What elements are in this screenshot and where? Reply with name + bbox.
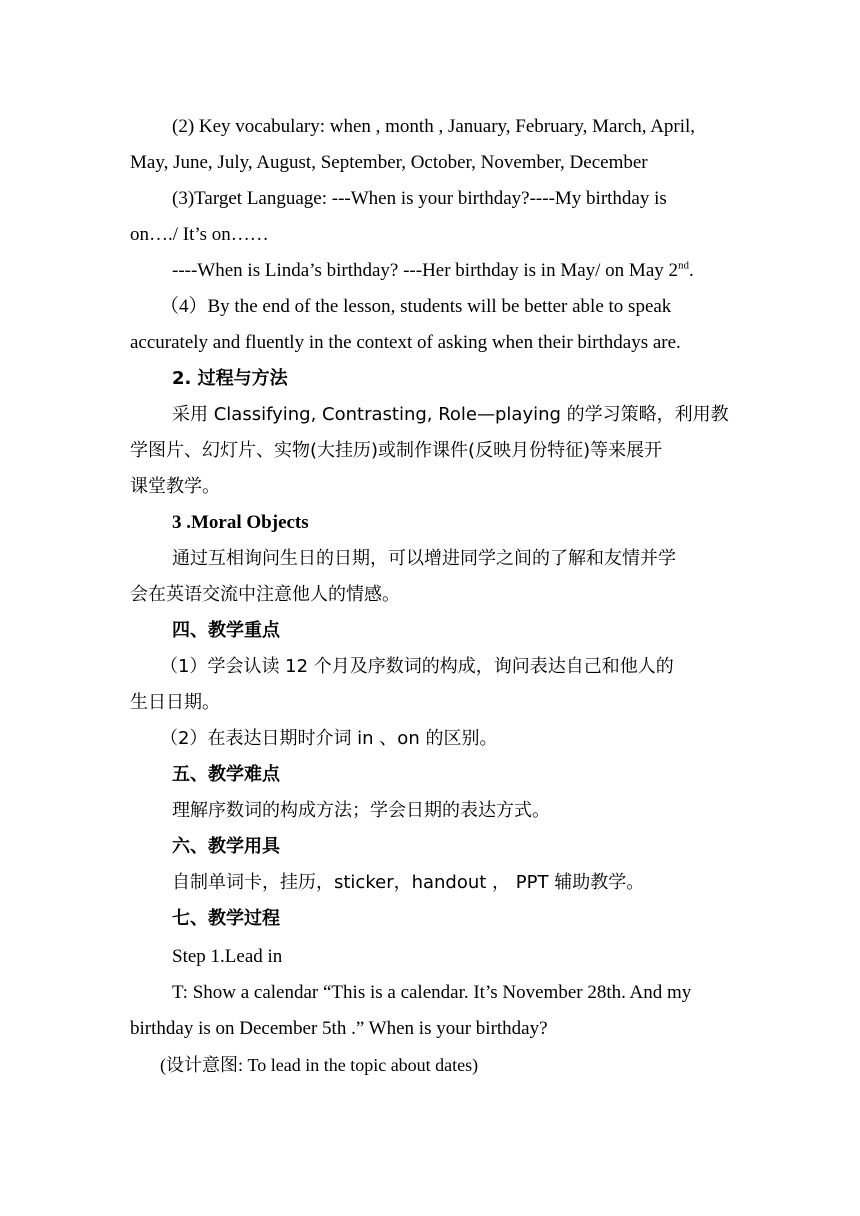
target-language-line-3-text: ----When is Linda’s birthday? ---Her birthday is in May/ on May 2 <box>172 260 679 281</box>
difficult-line-1: 理解序数词的构成方法；学会日期的表达方式。 <box>172 800 550 821</box>
heading-key-points: 四、教学重点 <box>172 620 280 641</box>
heading-moral-objects: 3 .Moral Objects <box>172 512 309 533</box>
step-1-line-1: T: Show a calendar “This is a calendar. It’s November 28th. And my <box>172 982 692 1003</box>
ordinal-suffix: nd <box>678 259 690 272</box>
target-language-line-3 <box>172 259 782 283</box>
design-intent: (设计意图: To lead in the topic about dates) <box>160 1055 479 1075</box>
step-1-title: Step 1.Lead in <box>172 946 283 967</box>
process-line-1: 采用 Classifying, Contrasting, Role—playing 的学习策略，利用教 <box>172 404 729 425</box>
key-line-2: 生日日期。 <box>130 692 220 713</box>
heading-process-methods: 2. 过程与方法 <box>172 368 288 389</box>
key-line-3: （2）在表达日期时介词 in 、on 的区别。 <box>160 728 498 749</box>
heading-difficult-points: 五、教学难点 <box>172 764 280 785</box>
process-line-3: 课堂教学。 <box>130 476 220 497</box>
process-line-2: 学图片、幻灯片、实物(大挂历)或制作课件(反映月份特征)等来展开 <box>130 440 663 461</box>
heading-teaching-procedure: 七、教学过程 <box>172 908 280 929</box>
goal-line-2: accurately and fluently in the context of asking when their birthdays are. <box>130 332 681 353</box>
goal-line-1: （4）By the end of the lesson, students will be better able to speak <box>160 296 672 317</box>
vocab-line-2: May, June, July, August, September, October, November, December <box>130 152 648 173</box>
moral-line-1: 通过互相询问生日的日期，可以增进同学之间的了解和友情并学 <box>172 548 676 569</box>
target-language-line-2: on…./ It’s on…… <box>130 224 269 245</box>
tools-line-1: 自制单词卡，挂历，sticker，handout ， PPT 辅助教学。 <box>172 872 645 893</box>
heading-teaching-tools: 六、教学用具 <box>172 836 280 857</box>
step-1-line-2: birthday is on December 5th .” When is your birthday? <box>130 1018 548 1039</box>
key-line-1: （1）学会认读 12 个月及序数词的构成，询问表达自己和他人的 <box>160 656 674 677</box>
vocab-line-1: (2) Key vocabulary: when , month , January, February, March, April, <box>172 116 696 137</box>
target-language-line-1: (3)Target Language: ---When is your birthday?----My birthday is <box>172 188 667 209</box>
period: . <box>689 260 694 281</box>
moral-line-2: 会在英语交流中注意他人的情感。 <box>130 584 400 605</box>
